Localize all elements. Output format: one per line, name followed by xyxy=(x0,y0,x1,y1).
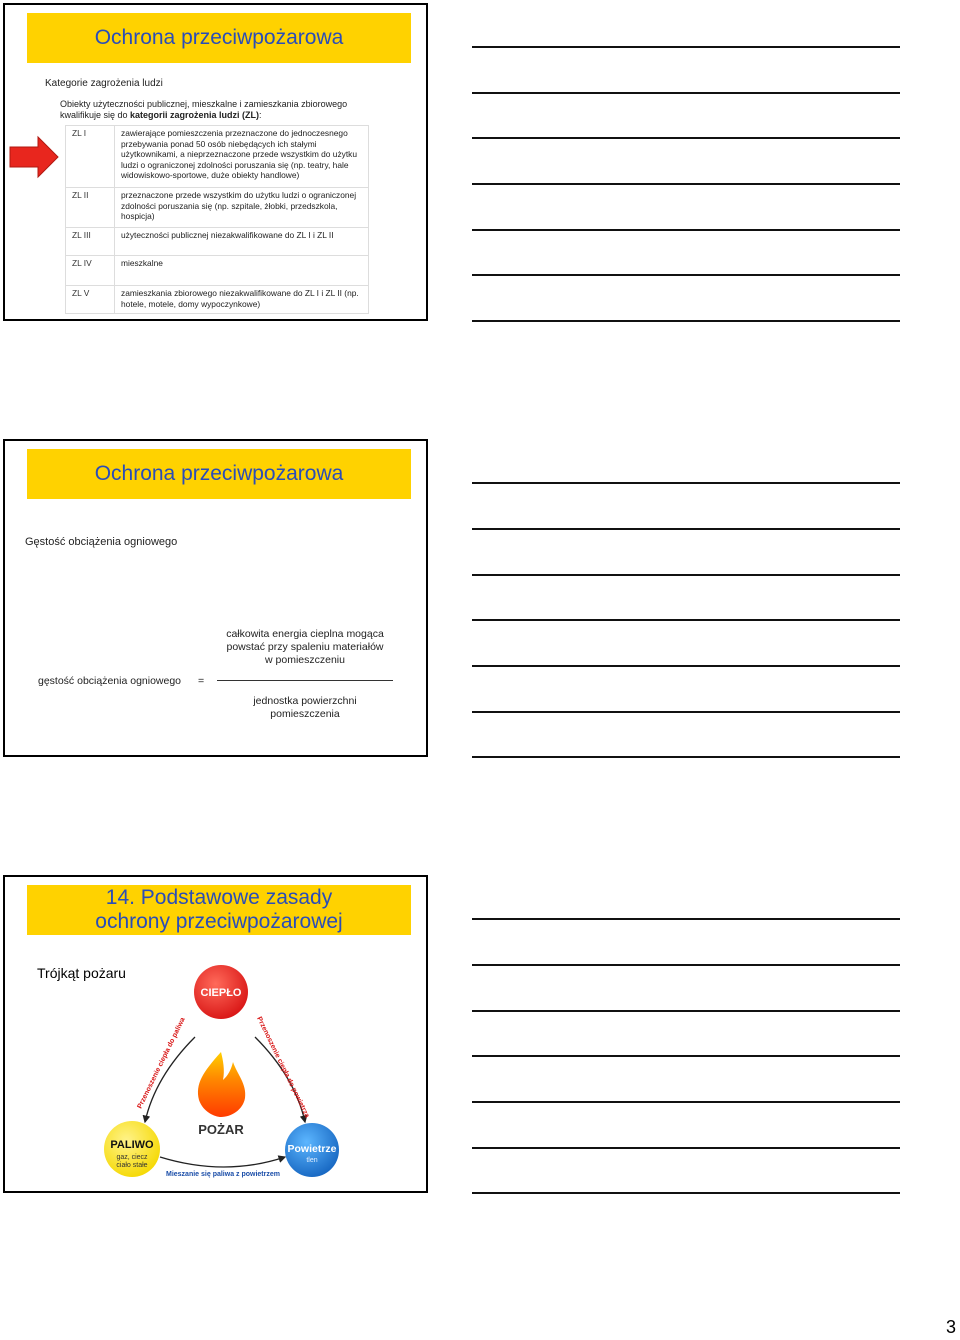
slide-1 xyxy=(3,3,428,321)
note-line xyxy=(472,574,900,576)
table-row xyxy=(66,188,369,228)
equals-sign: = xyxy=(198,675,205,687)
right-arrow-label: Przenoszenie ciepła do powietrza xyxy=(255,1015,311,1119)
note-line xyxy=(472,183,900,185)
slide-3 xyxy=(3,875,428,1193)
section-heading: Kategorie zagrożenia ludzi xyxy=(45,78,163,89)
table-row xyxy=(66,256,369,286)
note-line xyxy=(472,229,900,231)
bottom-arrow-label: Mieszanie się paliwa z powietrzem xyxy=(166,1171,280,1178)
flame-icon xyxy=(198,1052,245,1117)
denominator-line: pomieszczenia xyxy=(270,708,340,720)
intro-line-1: Obiekty użyteczności publicznej, mieszkalne i zamieszkania zbiorowego xyxy=(60,99,348,109)
note-line xyxy=(472,1055,900,1057)
arrow-heat-to-air xyxy=(255,1037,305,1122)
zl-category-table xyxy=(65,125,369,314)
fire-triangle-diagram xyxy=(95,962,355,1182)
note-line xyxy=(472,964,900,966)
numerator-line: powstać przy spaleniu materiałów xyxy=(226,641,384,653)
note-line xyxy=(472,918,900,920)
intro-suffix: : xyxy=(259,110,262,120)
air-sub: tlen xyxy=(306,1157,318,1164)
denominator-line: jednostka powierzchni xyxy=(253,695,357,707)
note-line xyxy=(472,756,900,758)
left-arrow-label: Przenoszenie ciepła do paliwa xyxy=(136,1016,187,1110)
row-code: ZL III xyxy=(66,228,115,256)
note-line xyxy=(472,92,900,94)
note-line xyxy=(472,46,900,48)
row-code: ZL V xyxy=(66,286,115,314)
note-line xyxy=(472,711,900,713)
fraction-numerator xyxy=(195,628,415,667)
numerator-line: w pomieszczeniu xyxy=(265,654,345,666)
heat-label: CIEPŁO xyxy=(200,987,242,999)
note-line xyxy=(472,137,900,139)
air-label: Powietrze xyxy=(287,1143,337,1155)
row-text: zamieszkania zbiorowego niezakwalifikowane do ZL I i ZL II (np. hotele, motele, domy wypoczynkowe) xyxy=(115,286,369,314)
arrow-fuel-to-air xyxy=(160,1157,285,1167)
note-line xyxy=(472,482,900,484)
note-line xyxy=(472,1010,900,1012)
row-text: przeznaczone przede wszystkim do użytku ludzi o ograniczonej zdolności poruszania się (np. szpitale, żłobki, przedszkola, hospicja) xyxy=(115,188,369,228)
row-text: mieszkalne xyxy=(115,256,369,286)
note-line xyxy=(472,320,900,322)
fraction-bar xyxy=(217,680,393,681)
row-text: użyteczności publicznej niezakwalifikowane do ZL I i ZL II xyxy=(115,228,369,256)
row-code: ZL I xyxy=(66,126,115,188)
note-line xyxy=(472,1147,900,1149)
intro-bold: kategorii zagrożenia ludzi (ZL) xyxy=(130,110,260,120)
formula-label: gęstość obciążenia ogniowego xyxy=(38,675,182,687)
table-row xyxy=(66,228,369,256)
row-code: ZL II xyxy=(66,188,115,228)
slide-title: Ochrona przeciwpożarowa xyxy=(27,13,411,63)
row-code: ZL IV xyxy=(66,256,115,286)
fuel-label: PALIWO xyxy=(110,1139,154,1151)
page-number: 3 xyxy=(945,1317,956,1337)
intro-line-2 xyxy=(60,110,380,121)
fraction-denominator xyxy=(215,695,395,721)
note-line xyxy=(472,274,900,276)
title-line-1: 14. Podstawowe zasady xyxy=(105,886,333,909)
title-line-2: ochrony przeciwpożarowej xyxy=(95,910,343,933)
note-line xyxy=(472,528,900,530)
note-line xyxy=(472,619,900,621)
fuel-sub-2: ciało stałe xyxy=(116,1162,148,1169)
red-arrow-icon xyxy=(8,135,60,179)
note-line xyxy=(472,665,900,667)
intro-text xyxy=(60,99,380,121)
table-row xyxy=(66,286,369,314)
slide-title xyxy=(27,885,411,935)
numerator-line: całkowita energia cieplna mogąca xyxy=(226,628,384,640)
fuel-sub-1: gaz, ciecz xyxy=(116,1154,148,1161)
slide-title: Ochrona przeciwpożarowa xyxy=(27,449,411,499)
row-text: zawierające pomieszczenia przeznaczone do jednoczesnego przebywania ponad 50 osób niebędących ich stałymi użytkownikami, a nieprzeznaczone przede wszystkim do użytku ludzi o ograniczonej zdolności poruszania się (np. teatry, hale widowiskowo-sportowe, duże obiekty handlowe) xyxy=(115,126,369,188)
note-line xyxy=(472,1192,900,1194)
section-heading: Trójkąt pożaru xyxy=(37,965,126,981)
note-line xyxy=(472,1101,900,1103)
slide-2 xyxy=(3,439,428,757)
table-row xyxy=(66,126,369,188)
section-heading: Gęstość obciążenia ogniowego xyxy=(25,536,178,548)
intro-prefix: kwalifikuje się do xyxy=(60,110,131,120)
fire-label: POŻAR xyxy=(198,1122,244,1137)
